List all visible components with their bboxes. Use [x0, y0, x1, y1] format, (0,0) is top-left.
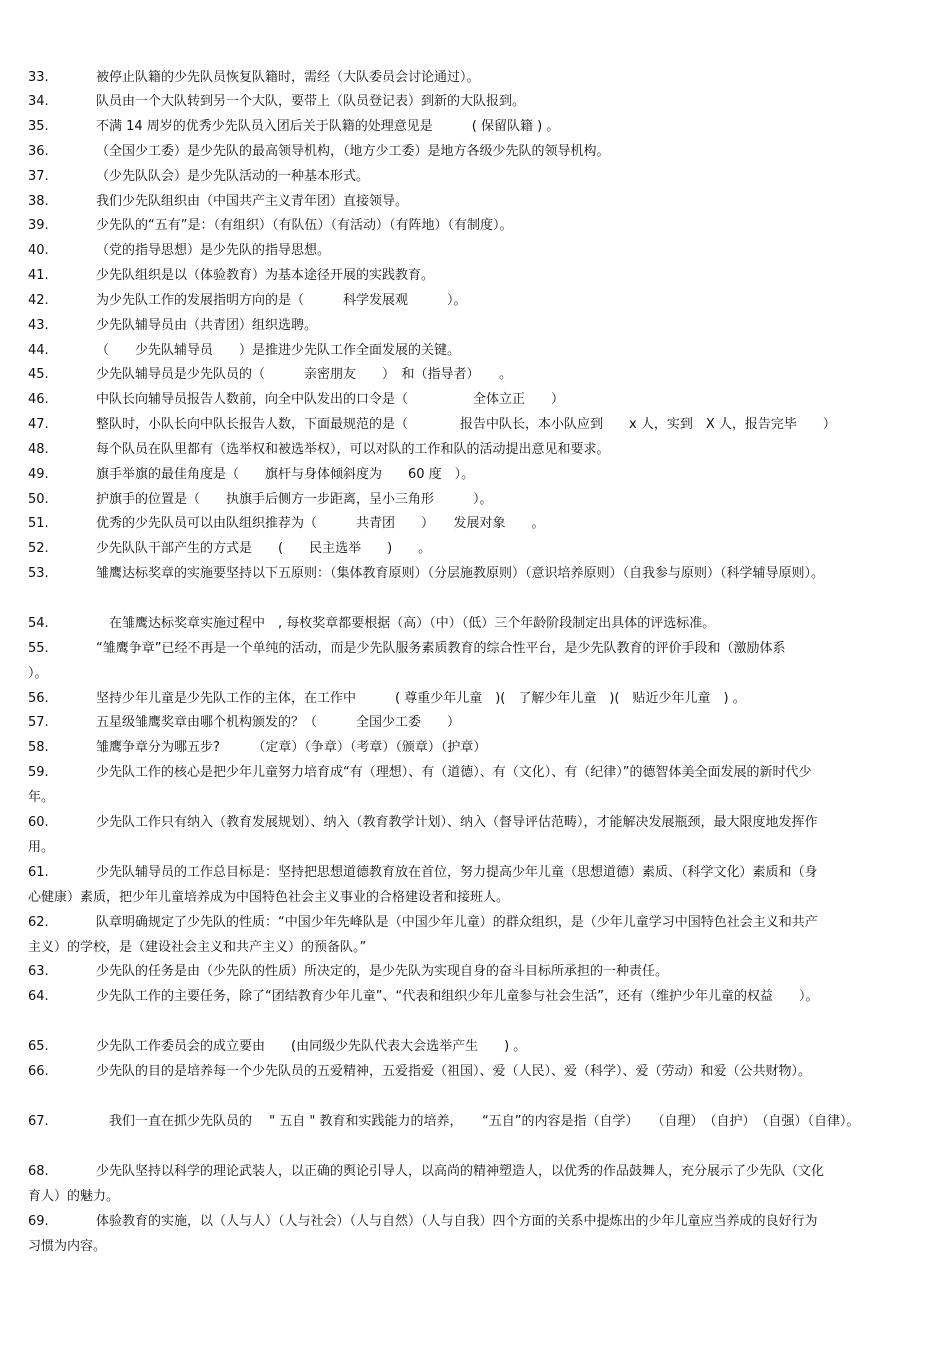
- question-number: 39.: [28, 218, 49, 233]
- question-number: 36.: [28, 144, 49, 159]
- question-number: 56.: [28, 691, 49, 706]
- question-text: （全国少工委）是少先队的最高领导机构，（地方少工委）是地方各级少先队的领导机构。: [96, 144, 610, 159]
- question-text: 少先队工作委员会的成立要由 (由同级少先队代表大会选举产生 ) 。: [96, 1039, 527, 1054]
- question-number: 57.: [28, 715, 49, 730]
- question-text: 整队时，小队长向中队长报告人数，下面最规范的是（ 报告中队长，本小队应到 x 人，实到 X 人，报告完毕 ）: [96, 417, 836, 432]
- question-text: 被停止队籍的少先队员恢复队籍时，需经（大队委员会讨论通过）。: [96, 70, 480, 85]
- question-text: 优秀的少先队员可以由队组织推荐为（ 共青团 ） 发展对象 。: [96, 516, 545, 531]
- question-number: 45.: [28, 367, 49, 382]
- question-text: 每个队员在队里都有（选举权和被选举权），可以对队的工作和队的活动提出意见和要求。: [96, 442, 610, 457]
- question-text: 少先队的“五有”是：（有组织）（有队伍）（有活动）（有阵地）（有制度）。: [96, 218, 513, 233]
- question-number: 48.: [28, 442, 49, 457]
- question-number: 41.: [28, 268, 49, 283]
- question-text: 少先队队干部产生的方式是 ( 民主选举 ) 。: [96, 541, 432, 556]
- question-text: 在雏鹰达标奖章实施过程中 , 每枚奖章都要根据（高）（中）（低）三个年龄阶段制定出具体的评选标准。: [96, 616, 716, 631]
- question-number: 59.: [28, 765, 49, 780]
- question-number: 62.: [28, 915, 49, 930]
- question-number: 46.: [28, 392, 49, 407]
- question-number: 60.: [28, 815, 49, 830]
- question-number: 43.: [28, 318, 49, 333]
- question-number: 35.: [28, 119, 49, 134]
- question-text: 我们一直在抓少先队员的 " 五自 " 教育和实践能力的培养， “五自”的内容是指（自学） （自理） （自护） （自强）（自律）。: [96, 1114, 860, 1129]
- question-number: 65.: [28, 1039, 49, 1054]
- question-text: 体验教育的实施，以（人与人）（人与社会）（人与自然）（人与自我）四个方面的关系中提炼出的少年儿童应当养成的良好行为习惯为内容。: [28, 1214, 818, 1254]
- question-text: “雏鹰争章”已经不再是一个单纯的活动，而是少先队服务素质教育的综合性平台，是少先队教育的评价手段和（激励体系 ）。: [28, 641, 838, 681]
- question-text: 不满 14 周岁的优秀少先队员入团后关于队籍的处理意见是 ( 保留队籍 ) 。: [96, 119, 560, 134]
- question-text: 少先队辅导员是少先队员的（ 亲密朋友 ） 和（指导者） 。: [96, 367, 513, 382]
- question-text: 队章明确规定了少先队的性质：“中国少年先峰队是（中国少年儿童）的群众组织，是（少年儿童学习中国特色社会主义和共产主义）的学校，是（建设社会主义和共产主义）的预备队。”: [28, 915, 818, 955]
- question-text: 坚持少年儿童是少先队工作的主体，在工作中 ( 尊重少年儿童 )( 了解少年儿童 )( 贴近少年儿童 ) 。: [96, 691, 746, 706]
- question-number: 69.: [28, 1214, 49, 1229]
- question-number: 63.: [28, 964, 49, 979]
- question-text: （党的指导思想）是少先队的指导思想。: [96, 243, 331, 258]
- question-number: 55.: [28, 641, 49, 656]
- question-number: 58.: [28, 740, 49, 755]
- question-text: 中队长向辅导员报告人数前，向全中队发出的口令是（ 全体立正 ）: [96, 392, 565, 407]
- question-number: 33.: [28, 70, 49, 85]
- question-text: 少先队的目的是培养每一个少先队员的五爱精神，五爱指爱（祖国）、爱（人民）、爱（科学）、爱（劳动）和爱（公共财物）。: [96, 1064, 812, 1079]
- question-text: 少先队组织是以（体验教育）为基本途径开展的实践教育。: [96, 268, 435, 283]
- question-text: 少先队工作的核心是把少年儿童努力培育成“有（理想）、有（道德）、有（文化）、有（纪律）”的德智体美全面发展的新时代少年。: [28, 765, 812, 805]
- question-number: 52.: [28, 541, 49, 556]
- question-text: 少先队的任务是由（少先队的性质）所决定的，是少先队为实现自身的奋斗目标所承担的一种责任。: [96, 964, 669, 979]
- question-text: 旗手举旗的最佳角度是（ 旗杆与身体倾斜度为 60 度 ）。: [96, 467, 475, 482]
- question-text: 五星级雏鹰奖章由哪个机构颁发的？（ 全国少工委 ）: [96, 715, 461, 730]
- question-text: 为少先队工作的发展指明方向的是（ 科学发展观 ）。: [96, 293, 467, 308]
- question-text: 少先队工作只有纳入（教育发展规划）、纳入（教育教学计划）、纳入（督导评估范畴），才能解决发展瓶颈，最大限度地发挥作用。: [28, 815, 818, 855]
- question-number: 64.: [28, 989, 49, 1004]
- question-text: （少先队队会）是少先队活动的一种基本形式。: [96, 169, 370, 184]
- question-number: 54.: [28, 616, 49, 631]
- question-text: 雏鹰达标奖章的实施要坚持以下五原则：（集体教育原则）（分层施教原则）（意识培养原则）（自我参与原则）（科学辅导原则）。: [96, 566, 825, 581]
- question-number: 47.: [28, 417, 49, 432]
- question-number: 66.: [28, 1064, 49, 1079]
- question-number: 51.: [28, 516, 49, 531]
- question-text: 我们少先队组织由（中国共产主义青年团）直接领导。: [96, 194, 409, 209]
- question-text: 少先队坚持以科学的理论武装人，以正确的舆论引导人，以高尚的精神塑造人，以优秀的作品鼓舞人，充分展示了少先队（文化育人）的魅力。: [28, 1164, 825, 1204]
- question-text: 护旗手的位置是（ 执旗手后侧方一步距离，呈小三角形 ）。: [96, 492, 493, 507]
- question-number: 40.: [28, 243, 49, 258]
- question-number: 61.: [28, 865, 49, 880]
- question-text: 少先队工作的主要任务，除了“团结教育少年儿童”、“代表和组织少年儿童参与社会生活”，还有（维护少年儿童的权益 ）。: [96, 989, 819, 1004]
- question-number: 37.: [28, 169, 49, 184]
- question-number: 44.: [28, 343, 49, 358]
- question-text: 队员由一个大队转到另一个大队，要带上（队员登记表）到新的大队报到。: [96, 94, 526, 109]
- question-number: 49.: [28, 467, 49, 482]
- question-number: 67.: [28, 1114, 49, 1129]
- question-number: 42.: [28, 293, 49, 308]
- question-number: 34.: [28, 94, 49, 109]
- question-text: 少先队辅导员的工作总目标是：坚持把思想道德教育放在首位，努力提高少年儿童（思想道德）素质、（科学文化）素质和（身心健康）素质，把少年儿童培养成为中国特色社会主义事业的合格建设者和接班人。: [28, 865, 818, 905]
- question-text: 少先队辅导员由（共青团）组织选聘。: [96, 318, 318, 333]
- question-text: 雏鹰争章分为哪五步? （定章）（争章）（考章）（颁章）（护章）: [96, 740, 487, 755]
- question-text: （ 少先队辅导员 ）是推进少先队工作全面发展的关键。: [96, 343, 461, 358]
- question-number: 38.: [28, 194, 49, 209]
- question-number: 53.: [28, 566, 49, 581]
- question-number: 68.: [28, 1164, 49, 1179]
- question-number: 50.: [28, 492, 49, 507]
